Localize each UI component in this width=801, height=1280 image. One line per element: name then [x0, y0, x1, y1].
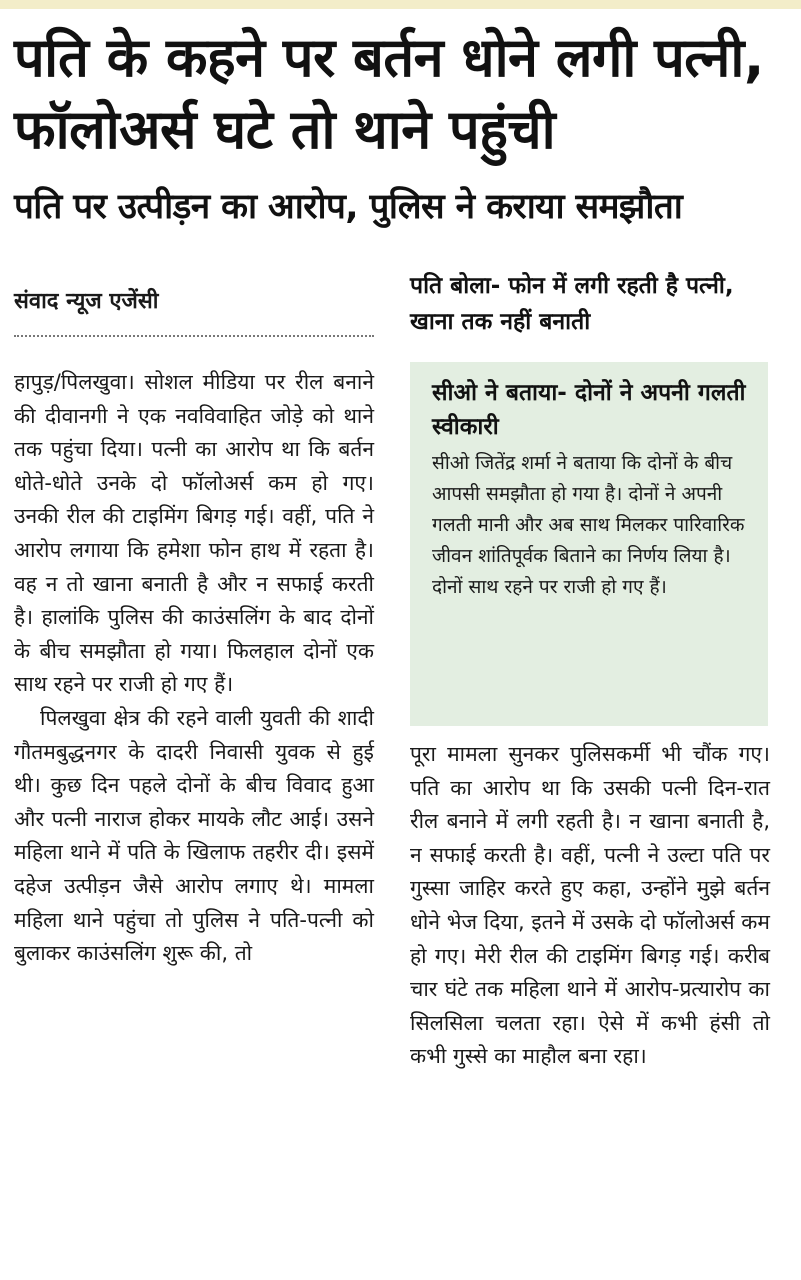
callout-body: सीओ जितेंद्र शर्मा ने बताया कि दोनों के बीच आपसी समझौता हो गया है। दोनों ने अपनी गलती मानी और अब साथ मिलकर पारिवारिक जीवन शांतिपूर्वक बिताने का निर्णय लिया है। दोनों साथ रहने पर राजी हो गए हैं। — [432, 452, 745, 598]
side-heading: पति बोला- फोन में लगी रहती है पत्नी, खाना तक नहीं बनाती — [410, 273, 734, 335]
right-paragraph-1: पूरा मामला सुनकर पुलिसकर्मी भी चौंक गए। पति का आरोप था कि उसकी पत्नी दिन-रात रील बनाने में लगी रहती है। न खाना बनाती है, न सफाई करती है। वहीं, पत्नी ने उल्टा पति पर गुस्सा जाहिर करते हुए कहा, उन्होंने मुझे बर्तन धोने भेज दिया, इतने में उसके दो फॉलोअर्स कम हो गए। मेरी रील की टाइमिंग बिगड़ गई। करीब चार घंटे तक महिला थाने में आरोप-प्रत्यारोप का सिलसिला चलता रहा। ऐसे में कभी हंसी तो कभी गुस्से का माहौल बना रहा। — [410, 742, 770, 1069]
left-paragraph-2: पिलखुवा क्षेत्र की रहने वाली युवती की शादी गौतमबुद्धनगर के दादरी निवासी युवक से हुई थी। कुछ दिन पहले दोनों के बीच विवाद हुआ और पत्नी नाराज होकर मायके लौट आई। उसने महिला थाने में पति के खिलाफ तहरीर दी। इसमें दहेज उत्पीड़न जैसे आरोप लगाए थे। मामला महिला थाने पहुंचा तो पुलिस ने पति-पत्नी को बुलाकर काउंसलिंग शुरू की, तो — [14, 705, 374, 966]
callout-box — [410, 362, 768, 726]
left-column — [14, 366, 374, 971]
callout-title: सीओ ने बताया- दोनों ने अपनी गलती स्वीकारी — [432, 380, 746, 440]
headline: पति के कहने पर बर्तन धोने लगी पत्नी, फॉलोअर्स घटे तो थाने पहुंची — [14, 26, 764, 161]
subheadline: पति पर उत्पीड़न का आरोप, पुलिस ने कराया समझौता — [14, 187, 683, 227]
left-paragraph-1: हापुड़/पिलखुवा। सोशल मीडिया पर रील बनाने की दीवानगी ने एक नवविवाहित जोड़े को थाने तक पहुंचा दिया। पत्नी का आरोप था कि बर्तन धोते-धोते उनके दो फॉलोअर्स कम हो गए। उनकी रील की टाइमिंग बिगड़ गई। वहीं, पति ने आरोप लगाया कि हमेशा फोन हाथ में रहता है। वह न तो खाना बनाती है और न सफाई करती है। हालांकि पुलिस की काउंसलिंग के बाद दोनों के बीच समझौता हो गया। फिलहाल दोनों एक साथ रहने पर राजी हो गए हैं। — [14, 370, 374, 697]
top-color-band — [0, 0, 801, 9]
byline-divider — [14, 335, 374, 337]
byline: संवाद न्यूज एजेंसी — [14, 289, 159, 314]
right-column — [410, 738, 770, 1074]
